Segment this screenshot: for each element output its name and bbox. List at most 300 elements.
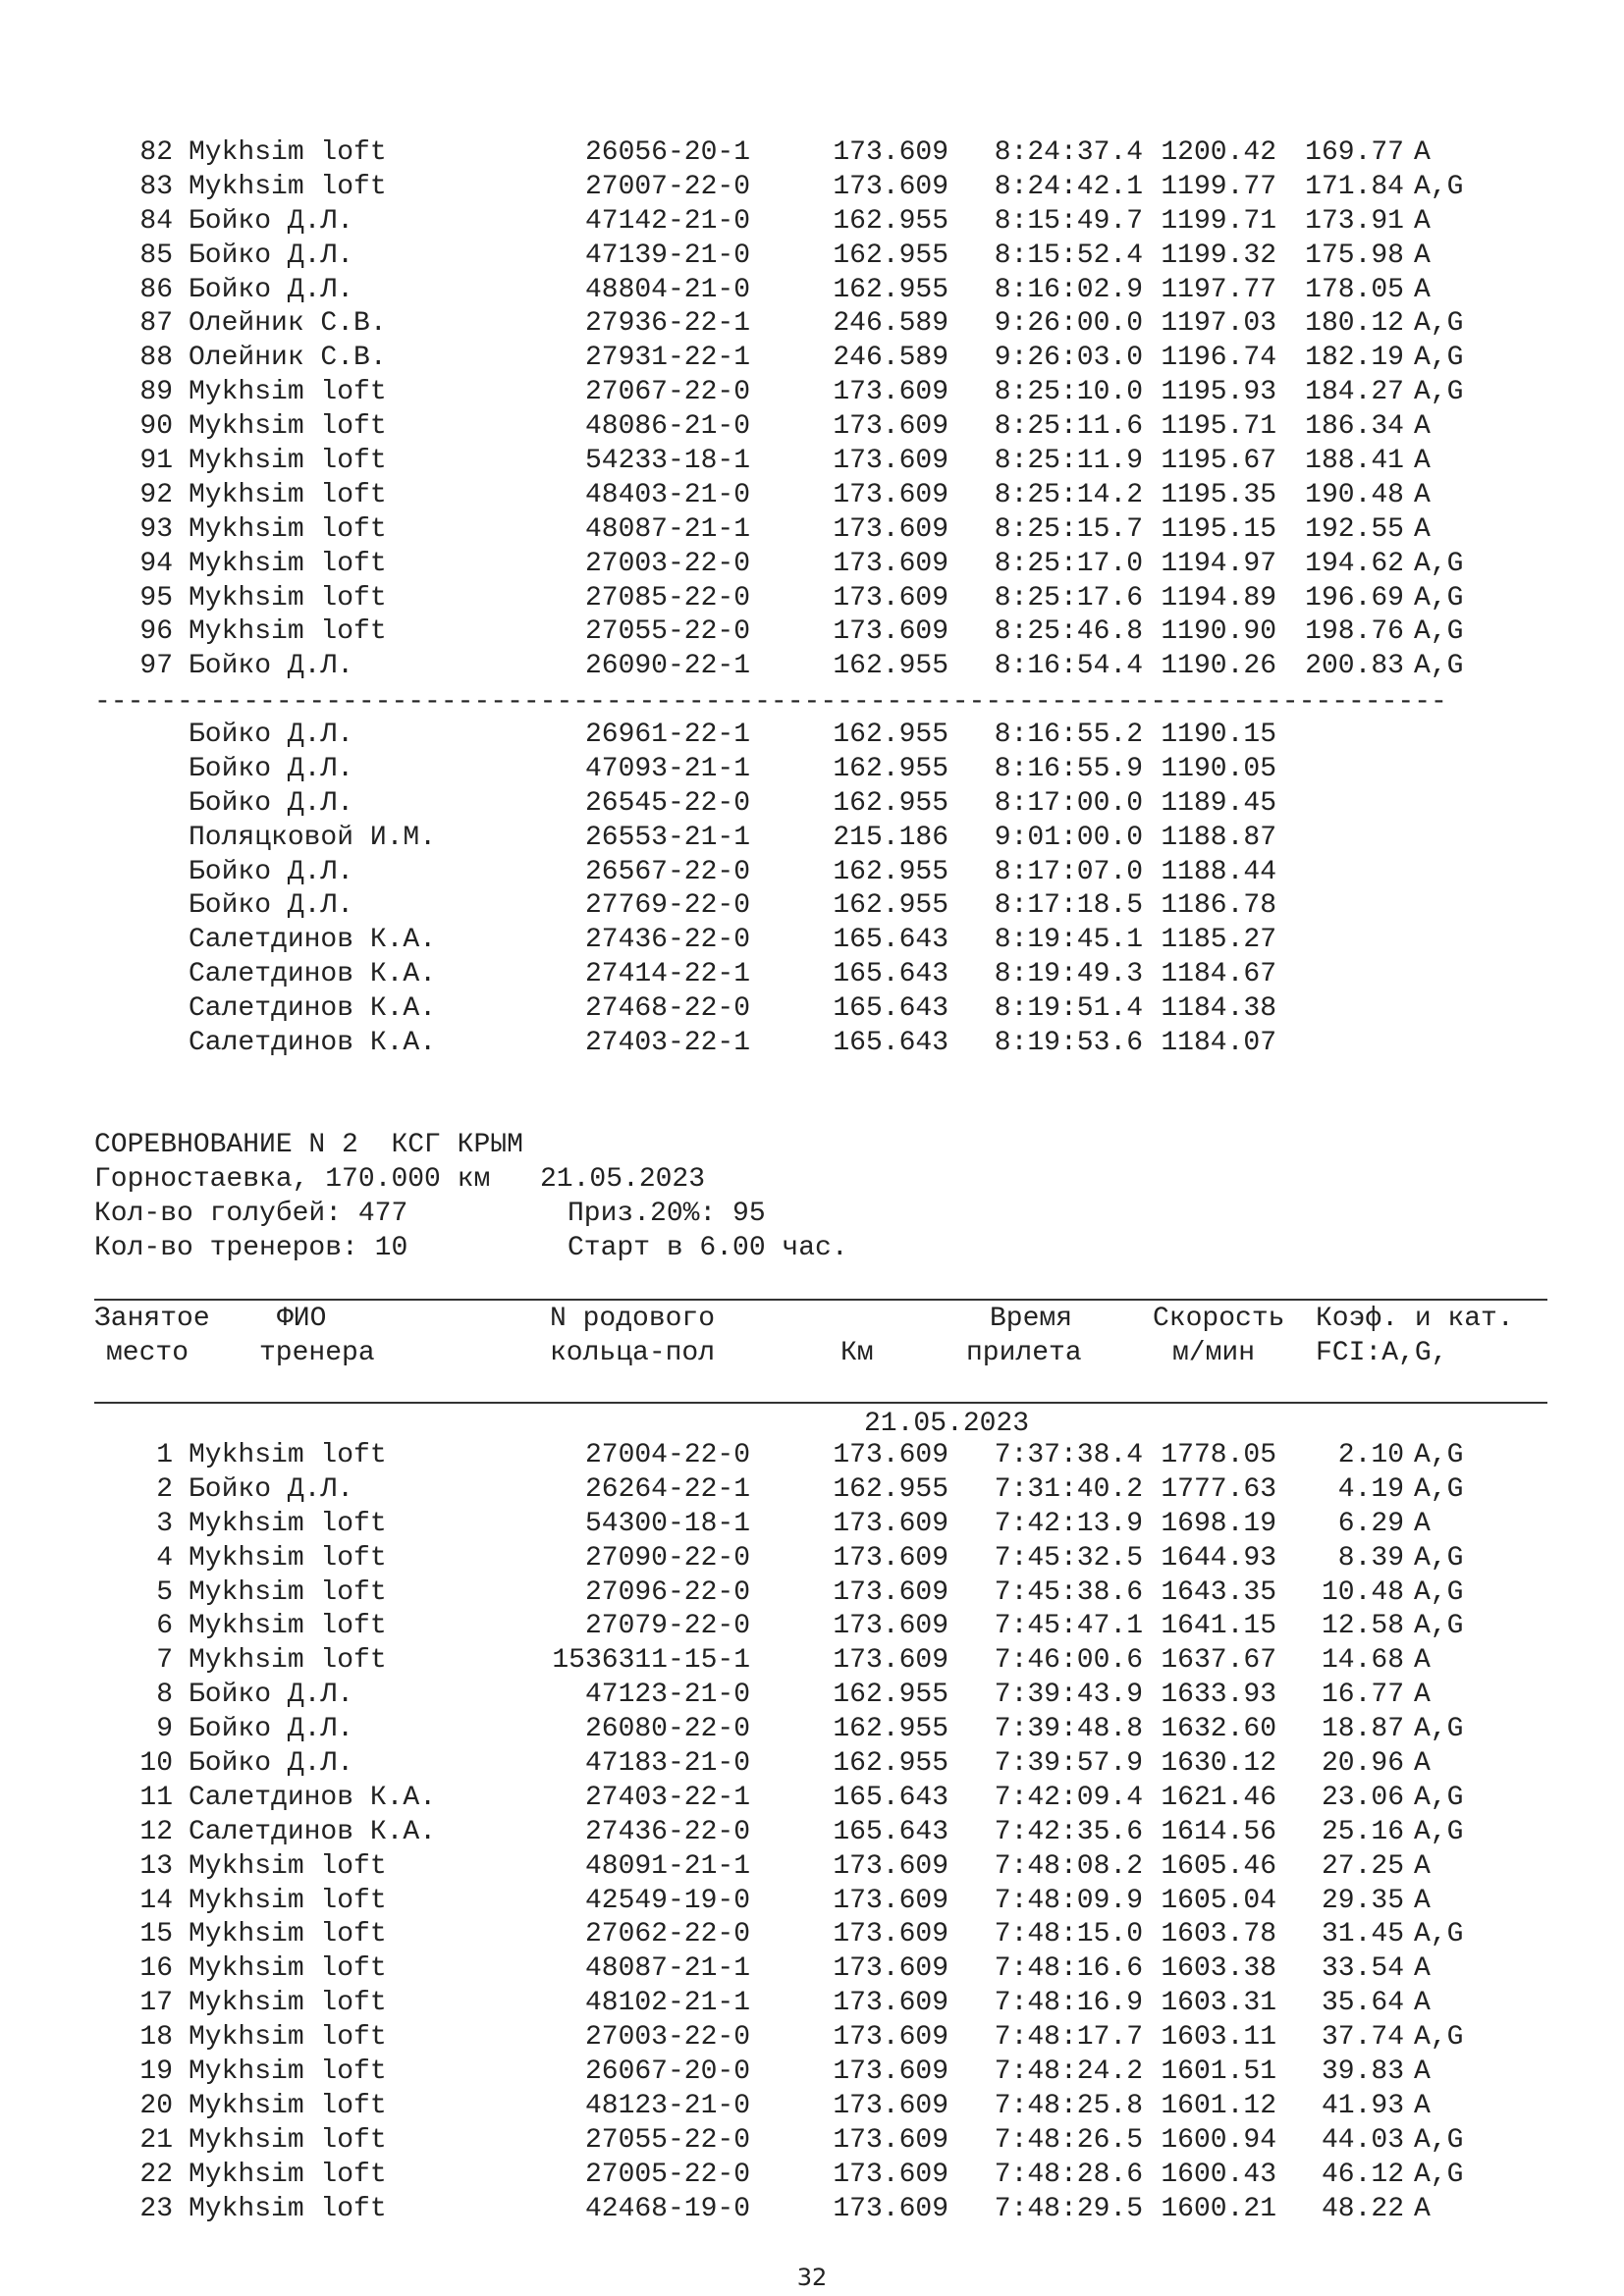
competition-date: 21.05.2023	[540, 1164, 706, 1195]
row-ring-number: 27769-22-0	[584, 890, 750, 922]
row-coefficient: 48.22	[1321, 2193, 1404, 2224]
row-arrival-time: 7:42:35.6	[994, 1816, 1143, 1847]
row-trainer-name: Олейник С.В.	[189, 308, 387, 340]
row-speed: 1632.60	[1161, 1714, 1276, 1745]
row-arrival-time: 8:24:42.1	[994, 171, 1143, 202]
row-arrival-time: 8:25:17.0	[994, 548, 1143, 579]
row-trainer-name: Mykhsim loft	[189, 411, 387, 443]
row-arrival-time: 8:19:53.6	[994, 1028, 1143, 1059]
row-arrival-time: 8:25:46.8	[994, 616, 1143, 648]
header-time-1: Время	[990, 1304, 1073, 1334]
row-distance: 173.609	[833, 1919, 948, 1950]
row-ring-number: 27936-22-1	[584, 308, 750, 340]
row-ring-number: 42549-19-0	[584, 1885, 750, 1916]
row-ring-number: 47139-21-0	[584, 240, 750, 271]
row-trainer-name: Бойко Д.Л.	[189, 890, 354, 922]
row-coefficient: 184.27	[1305, 377, 1404, 408]
row-distance: 173.609	[833, 1953, 948, 1985]
row-trainer-name: Бойко Д.Л.	[189, 720, 354, 750]
row-arrival-time: 9:26:03.0	[994, 343, 1143, 374]
row-ring-number: 27079-22-0	[584, 1611, 750, 1642]
row-arrival-time: 8:25:10.0	[994, 377, 1143, 408]
row-distance: 173.609	[833, 1850, 948, 1882]
row-category: A	[1414, 1748, 1431, 1780]
row-category: A,G	[1414, 1611, 1464, 1642]
row-ring-number: 27067-22-0	[584, 377, 750, 408]
row-distance: 215.186	[833, 822, 948, 853]
row-ring-number: 47123-21-0	[584, 1680, 750, 1711]
row-speed: 1185.27	[1161, 925, 1276, 956]
row-arrival-time: 7:48:29.5	[994, 2193, 1143, 2224]
row-trainer-name: Mykhsim loft	[189, 2159, 387, 2190]
row-ring-number: 1536311-15-1	[552, 1645, 750, 1677]
row-coefficient: 200.83	[1305, 651, 1404, 682]
row-arrival-time: 7:48:16.6	[994, 1953, 1143, 1985]
row-arrival-time: 7:48:09.9	[994, 1885, 1143, 1916]
row-trainer-name: Mykhsim loft	[189, 2090, 387, 2121]
row-trainer-name: Mykhsim loft	[189, 2193, 387, 2224]
row-coefficient: 2.10	[1337, 1440, 1404, 1470]
row-category: A,G	[1414, 1542, 1464, 1574]
row-arrival-time: 7:45:47.1	[994, 1611, 1143, 1642]
row-coefficient: 180.12	[1305, 308, 1404, 340]
row-coefficient: 18.87	[1321, 1714, 1404, 1745]
row-speed: 1698.19	[1161, 1508, 1276, 1539]
row-speed: 1186.78	[1161, 890, 1276, 922]
row-place: 1	[156, 1440, 173, 1470]
row-speed: 1184.07	[1161, 1028, 1276, 1059]
row-trainer-name: Салетдинов К.А.	[189, 959, 437, 990]
row-place: 4	[156, 1542, 173, 1574]
row-speed: 1184.67	[1161, 959, 1276, 990]
row-coefficient: 192.55	[1305, 513, 1404, 545]
row-ring-number: 27005-22-0	[584, 2159, 750, 2190]
row-place: 17	[139, 1988, 173, 2019]
row-distance: 173.609	[833, 479, 948, 510]
row-trainer-name: Mykhsim loft	[189, 1850, 387, 1882]
row-speed: 1190.05	[1161, 753, 1276, 784]
row-trainer-name: Бойко Д.Л.	[189, 205, 354, 237]
row-speed: 1199.71	[1161, 205, 1276, 237]
row-coefficient: 196.69	[1305, 582, 1404, 614]
row-speed: 1600.21	[1161, 2193, 1276, 2224]
row-speed: 1603.38	[1161, 1953, 1276, 1985]
row-trainer-name: Mykhsim loft	[189, 616, 387, 648]
row-coefficient: 190.48	[1305, 479, 1404, 510]
row-coefficient: 198.76	[1305, 616, 1404, 648]
row-category: A	[1414, 446, 1431, 477]
row-coefficient: 194.62	[1305, 548, 1404, 579]
row-arrival-time: 7:48:15.0	[994, 1919, 1143, 1950]
row-ring-number: 48087-21-1	[584, 1953, 750, 1985]
row-place: 15	[139, 1919, 173, 1950]
row-coefficient: 33.54	[1321, 1953, 1404, 1985]
row-speed: 1194.97	[1161, 548, 1276, 579]
row-speed: 1605.04	[1161, 1885, 1276, 1916]
row-coefficient: 14.68	[1321, 1645, 1404, 1677]
row-arrival-time: 7:48:24.2	[994, 2056, 1143, 2088]
row-speed: 1195.67	[1161, 446, 1276, 477]
header-ring-2: кольца-пол	[550, 1338, 716, 1368]
row-category: A	[1414, 274, 1431, 305]
row-ring-number: 48123-21-0	[584, 2090, 750, 2121]
row-arrival-time: 8:17:07.0	[994, 856, 1143, 887]
row-place: 92	[139, 479, 173, 510]
row-arrival-time: 8:15:49.7	[994, 205, 1143, 237]
competition-birds-line	[94, 1199, 1547, 1232]
row-speed: 1194.89	[1161, 582, 1276, 614]
row-speed: 1199.77	[1161, 171, 1276, 202]
row-place: 5	[156, 1576, 173, 1608]
row-distance: 173.609	[833, 1885, 948, 1916]
row-category: A	[1414, 2056, 1431, 2088]
row-distance: 173.609	[833, 411, 948, 443]
row-ring-number: 27403-22-1	[584, 1028, 750, 1059]
row-arrival-time: 8:16:55.2	[994, 720, 1143, 750]
row-ring-number: 42468-19-0	[584, 2193, 750, 2224]
row-ring-number: 27403-22-1	[584, 1782, 750, 1813]
row-arrival-time: 8:16:54.4	[994, 651, 1143, 682]
row-speed: 1603.11	[1161, 2022, 1276, 2054]
row-coefficient: 188.41	[1305, 446, 1404, 477]
row-ring-number: 47183-21-0	[584, 1748, 750, 1780]
row-distance: 162.955	[833, 787, 948, 819]
row-speed: 1777.63	[1161, 1473, 1276, 1505]
row-category: A,G	[1414, 343, 1464, 374]
row-distance: 173.609	[833, 616, 948, 648]
row-category: A,G	[1414, 2022, 1464, 2054]
row-category: A	[1414, 1885, 1431, 1916]
row-arrival-time: 7:39:48.8	[994, 1714, 1143, 1745]
row-place: 84	[139, 205, 173, 237]
row-distance: 173.609	[833, 1988, 948, 2019]
row-place: 16	[139, 1953, 173, 1985]
row-arrival-time: 7:45:32.5	[994, 1542, 1143, 1574]
header-coef-1: Коэф. и кат.	[1316, 1304, 1514, 1334]
row-category: A	[1414, 240, 1431, 271]
row-category: A,G	[1414, 1576, 1464, 1608]
row-arrival-time: 8:16:55.9	[994, 753, 1143, 784]
row-coefficient: 12.58	[1321, 1611, 1404, 1642]
row-speed: 1603.31	[1161, 1988, 1276, 2019]
row-category: A	[1414, 513, 1431, 545]
row-ring-number: 47093-21-1	[584, 753, 750, 784]
row-coefficient: 41.93	[1321, 2090, 1404, 2121]
row-speed: 1641.15	[1161, 1611, 1276, 1642]
row-category: A,G	[1414, 651, 1464, 682]
row-trainer-name: Mykhsim loft	[189, 2056, 387, 2088]
row-arrival-time: 8:17:00.0	[994, 787, 1143, 819]
row-ring-number: 26961-22-1	[584, 720, 750, 750]
row-ring-number: 26264-22-1	[584, 1473, 750, 1505]
row-distance: 162.955	[833, 1680, 948, 1711]
row-category: A	[1414, 1645, 1431, 1677]
header-name-1: ФИО	[277, 1304, 327, 1334]
row-arrival-time: 8:19:45.1	[994, 925, 1143, 956]
row-coefficient: 169.77	[1305, 137, 1404, 168]
row-trainer-name: Mykhsim loft	[189, 548, 387, 579]
row-category: A	[1414, 1953, 1431, 1985]
row-speed: 1621.46	[1161, 1782, 1276, 1813]
row-speed: 1605.46	[1161, 1850, 1276, 1882]
row-speed: 1600.94	[1161, 2124, 1276, 2156]
row-category: A,G	[1414, 1440, 1464, 1470]
row-place: 12	[139, 1816, 173, 1847]
row-speed: 1195.71	[1161, 411, 1276, 443]
row-place: 89	[139, 377, 173, 408]
row-place: 18	[139, 2022, 173, 2054]
row-speed: 1195.35	[1161, 479, 1276, 510]
row-trainer-name: Салетдинов К.А.	[189, 1782, 437, 1813]
row-trainer-name: Бойко Д.Л.	[189, 1680, 354, 1711]
row-ring-number: 27003-22-0	[584, 2022, 750, 2054]
row-coefficient: 37.74	[1321, 2022, 1404, 2054]
row-place: 11	[139, 1782, 173, 1813]
row-distance: 162.955	[833, 856, 948, 887]
row-distance: 165.643	[833, 1816, 948, 1847]
row-trainer-name: Бойко Д.Л.	[189, 856, 354, 887]
row-coefficient: 178.05	[1305, 274, 1404, 305]
header-bottom-rule	[94, 1402, 1547, 1404]
row-category: A,G	[1414, 1473, 1464, 1505]
row-arrival-time: 8:25:15.7	[994, 513, 1143, 545]
row-speed: 1197.77	[1161, 274, 1276, 305]
row-coefficient: 44.03	[1321, 2124, 1404, 2156]
row-speed: 1633.93	[1161, 1680, 1276, 1711]
row-trainer-name: Mykhsim loft	[189, 2022, 387, 2054]
row-arrival-time: 8:25:14.2	[994, 479, 1143, 510]
row-distance: 165.643	[833, 959, 948, 990]
row-ring-number: 26090-22-1	[584, 651, 750, 682]
row-trainer-name: Mykhsim loft	[189, 377, 387, 408]
row-coefficient: 6.29	[1337, 1508, 1404, 1539]
row-place: 13	[139, 1850, 173, 1882]
row-arrival-time: 8:19:49.3	[994, 959, 1143, 990]
row-coefficient: 186.34	[1305, 411, 1404, 443]
row-category: A,G	[1414, 308, 1464, 340]
row-ring-number: 54300-18-1	[584, 1508, 750, 1539]
row-category: A,G	[1414, 2159, 1464, 2190]
row-distance: 173.609	[833, 2124, 948, 2156]
row-coefficient: 27.25	[1321, 1850, 1404, 1882]
row-speed: 1603.78	[1161, 1919, 1276, 1950]
date-separator: 21.05.2023	[864, 1409, 1030, 1439]
row-speed: 1195.15	[1161, 513, 1276, 545]
row-place: 7	[156, 1645, 173, 1677]
row-arrival-time: 7:31:40.2	[994, 1473, 1143, 1505]
header-place-1: Занятое	[94, 1304, 210, 1334]
row-coefficient: 175.98	[1305, 240, 1404, 271]
row-arrival-time: 8:25:11.9	[994, 446, 1143, 477]
row-trainer-name: Салетдинов К.А.	[189, 925, 437, 956]
row-ring-number: 54233-18-1	[584, 446, 750, 477]
row-ring-number: 27436-22-0	[584, 925, 750, 956]
row-arrival-time: 8:19:51.4	[994, 993, 1143, 1025]
header-ring-1: N родового	[550, 1304, 716, 1334]
row-speed: 1601.12	[1161, 2090, 1276, 2121]
row-distance: 165.643	[833, 925, 948, 956]
row-distance: 162.955	[833, 890, 948, 922]
row-place: 20	[139, 2090, 173, 2121]
row-ring-number: 48403-21-0	[584, 479, 750, 510]
row-distance: 173.609	[833, 2193, 948, 2224]
row-ring-number: 27007-22-0	[584, 171, 750, 202]
row-trainer-name: Mykhsim loft	[189, 1611, 387, 1642]
row-distance: 162.955	[833, 274, 948, 305]
row-speed: 1644.93	[1161, 1542, 1276, 1574]
row-speed: 1778.05	[1161, 1440, 1276, 1470]
row-speed: 1614.56	[1161, 1816, 1276, 1847]
trainers-count: Кол-во тренеров: 10	[94, 1233, 408, 1263]
row-coefficient: 182.19	[1305, 343, 1404, 374]
row-category: A	[1414, 1508, 1431, 1539]
row-trainer-name: Mykhsim loft	[189, 2124, 387, 2156]
header-name-2: тренера	[259, 1338, 375, 1368]
row-category: A,G	[1414, 171, 1464, 202]
row-distance: 173.609	[833, 513, 948, 545]
row-coefficient: 29.35	[1321, 1885, 1404, 1916]
row-distance: 173.609	[833, 2159, 948, 2190]
row-distance: 173.609	[833, 446, 948, 477]
row-speed: 1601.51	[1161, 2056, 1276, 2088]
row-speed: 1188.87	[1161, 822, 1276, 853]
row-distance: 173.609	[833, 171, 948, 202]
row-place: 2	[156, 1473, 173, 1505]
row-ring-number: 27055-22-0	[584, 2124, 750, 2156]
start-time: Старт в 6.00 час.	[568, 1233, 848, 1263]
row-ring-number: 48091-21-1	[584, 1850, 750, 1882]
row-place: 19	[139, 2056, 173, 2088]
row-trainer-name: Поляцковой И.М.	[189, 822, 437, 853]
row-coefficient: 35.64	[1321, 1988, 1404, 2019]
row-speed: 1190.26	[1161, 651, 1276, 682]
row-trainer-name: Mykhsim loft	[189, 1645, 387, 1677]
row-category: A,G	[1414, 582, 1464, 614]
row-distance: 173.609	[833, 2090, 948, 2121]
row-speed: 1190.90	[1161, 616, 1276, 648]
row-category: A,G	[1414, 548, 1464, 579]
row-category: A,G	[1414, 1816, 1464, 1847]
row-arrival-time: 8:24:37.4	[994, 137, 1143, 168]
row-category: A,G	[1414, 2124, 1464, 2156]
competition-location-line	[94, 1164, 1547, 1198]
row-trainer-name: Mykhsim loft	[189, 137, 387, 168]
row-speed: 1600.43	[1161, 2159, 1276, 2190]
row-place: 21	[139, 2124, 173, 2156]
row-distance: 173.609	[833, 582, 948, 614]
row-coefficient: 25.16	[1321, 1816, 1404, 1847]
row-coefficient: 39.83	[1321, 2056, 1404, 2088]
prize-count: Приз.20%: 95	[568, 1199, 766, 1229]
row-trainer-name: Бойко Д.Л.	[189, 240, 354, 271]
row-place: 91	[139, 446, 173, 477]
row-ring-number: 26080-22-0	[584, 1714, 750, 1745]
row-category: A	[1414, 1680, 1431, 1711]
row-arrival-time: 7:42:09.4	[994, 1782, 1143, 1813]
table-header	[94, 1304, 1547, 1372]
row-arrival-time: 7:39:43.9	[994, 1680, 1143, 1711]
row-trainer-name: Бойко Д.Л.	[189, 274, 354, 305]
row-ring-number: 48086-21-0	[584, 411, 750, 443]
row-arrival-time: 7:48:26.5	[994, 2124, 1143, 2156]
competition-title: СОРЕВНОВАНИЕ N 2 КСГ КРЫМ	[94, 1130, 523, 1160]
row-trainer-name: Mykhsim loft	[189, 1953, 387, 1985]
row-distance: 162.955	[833, 1714, 948, 1745]
row-arrival-time: 8:17:18.5	[994, 890, 1143, 922]
row-category: A	[1414, 479, 1431, 510]
row-distance: 162.955	[833, 1748, 948, 1780]
row-trainer-name: Mykhsim loft	[189, 1440, 387, 1470]
row-category: A	[1414, 137, 1431, 168]
row-place: 95	[139, 582, 173, 614]
row-speed: 1184.38	[1161, 993, 1276, 1025]
row-speed: 1630.12	[1161, 1748, 1276, 1780]
row-place: 97	[139, 651, 173, 682]
row-trainer-name: Mykhsim loft	[189, 1919, 387, 1950]
row-arrival-time: 7:39:57.9	[994, 1748, 1143, 1780]
row-category: A	[1414, 1850, 1431, 1882]
row-distance: 165.643	[833, 1782, 948, 1813]
header-top-rule	[94, 1299, 1547, 1301]
row-coefficient: 171.84	[1305, 171, 1404, 202]
row-speed: 1189.45	[1161, 787, 1276, 819]
row-distance: 246.589	[833, 343, 948, 374]
row-distance: 173.609	[833, 377, 948, 408]
row-ring-number: 48102-21-1	[584, 1988, 750, 2019]
row-distance: 165.643	[833, 993, 948, 1025]
row-distance: 173.609	[833, 2022, 948, 2054]
row-ring-number: 26056-20-1	[584, 137, 750, 168]
row-trainer-name: Бойко Д.Л.	[189, 1473, 354, 1505]
row-arrival-time: 7:37:38.4	[994, 1440, 1143, 1470]
row-place: 96	[139, 616, 173, 648]
row-place: 82	[139, 137, 173, 168]
row-distance: 173.609	[833, 1440, 948, 1470]
row-arrival-time: 8:16:02.9	[994, 274, 1143, 305]
row-category: A,G	[1414, 1714, 1464, 1745]
row-trainer-name: Бойко Д.Л.	[189, 753, 354, 784]
row-arrival-time: 9:26:00.0	[994, 308, 1143, 340]
row-ring-number: 26553-21-1	[584, 822, 750, 853]
row-place: 6	[156, 1611, 173, 1642]
row-ring-number: 27931-22-1	[584, 343, 750, 374]
row-place: 14	[139, 1885, 173, 1916]
row-place: 85	[139, 240, 173, 271]
row-arrival-time: 7:48:17.7	[994, 2022, 1143, 2054]
row-distance: 173.609	[833, 548, 948, 579]
row-trainer-name: Mykhsim loft	[189, 513, 387, 545]
row-ring-number: 26545-22-0	[584, 787, 750, 819]
row-place: 23	[139, 2193, 173, 2224]
row-coefficient: 23.06	[1321, 1782, 1404, 1813]
row-place: 8	[156, 1680, 173, 1711]
row-trainer-name: Салетдинов К.А.	[189, 1816, 437, 1847]
row-distance: 165.643	[833, 1028, 948, 1059]
row-ring-number: 27085-22-0	[584, 582, 750, 614]
row-distance: 173.609	[833, 1645, 948, 1677]
header-km: Км	[840, 1338, 874, 1368]
row-arrival-time: 8:25:11.6	[994, 411, 1143, 443]
row-trainer-name: Mykhsim loft	[189, 446, 387, 477]
row-place: 22	[139, 2159, 173, 2190]
row-coefficient: 8.39	[1337, 1542, 1404, 1574]
row-trainer-name: Mykhsim loft	[189, 1508, 387, 1539]
row-arrival-time: 7:46:00.6	[994, 1645, 1143, 1677]
row-ring-number: 27090-22-0	[584, 1542, 750, 1574]
row-category: A	[1414, 411, 1431, 443]
row-ring-number: 27436-22-0	[584, 1816, 750, 1847]
row-trainer-name: Салетдинов К.А.	[189, 993, 437, 1025]
